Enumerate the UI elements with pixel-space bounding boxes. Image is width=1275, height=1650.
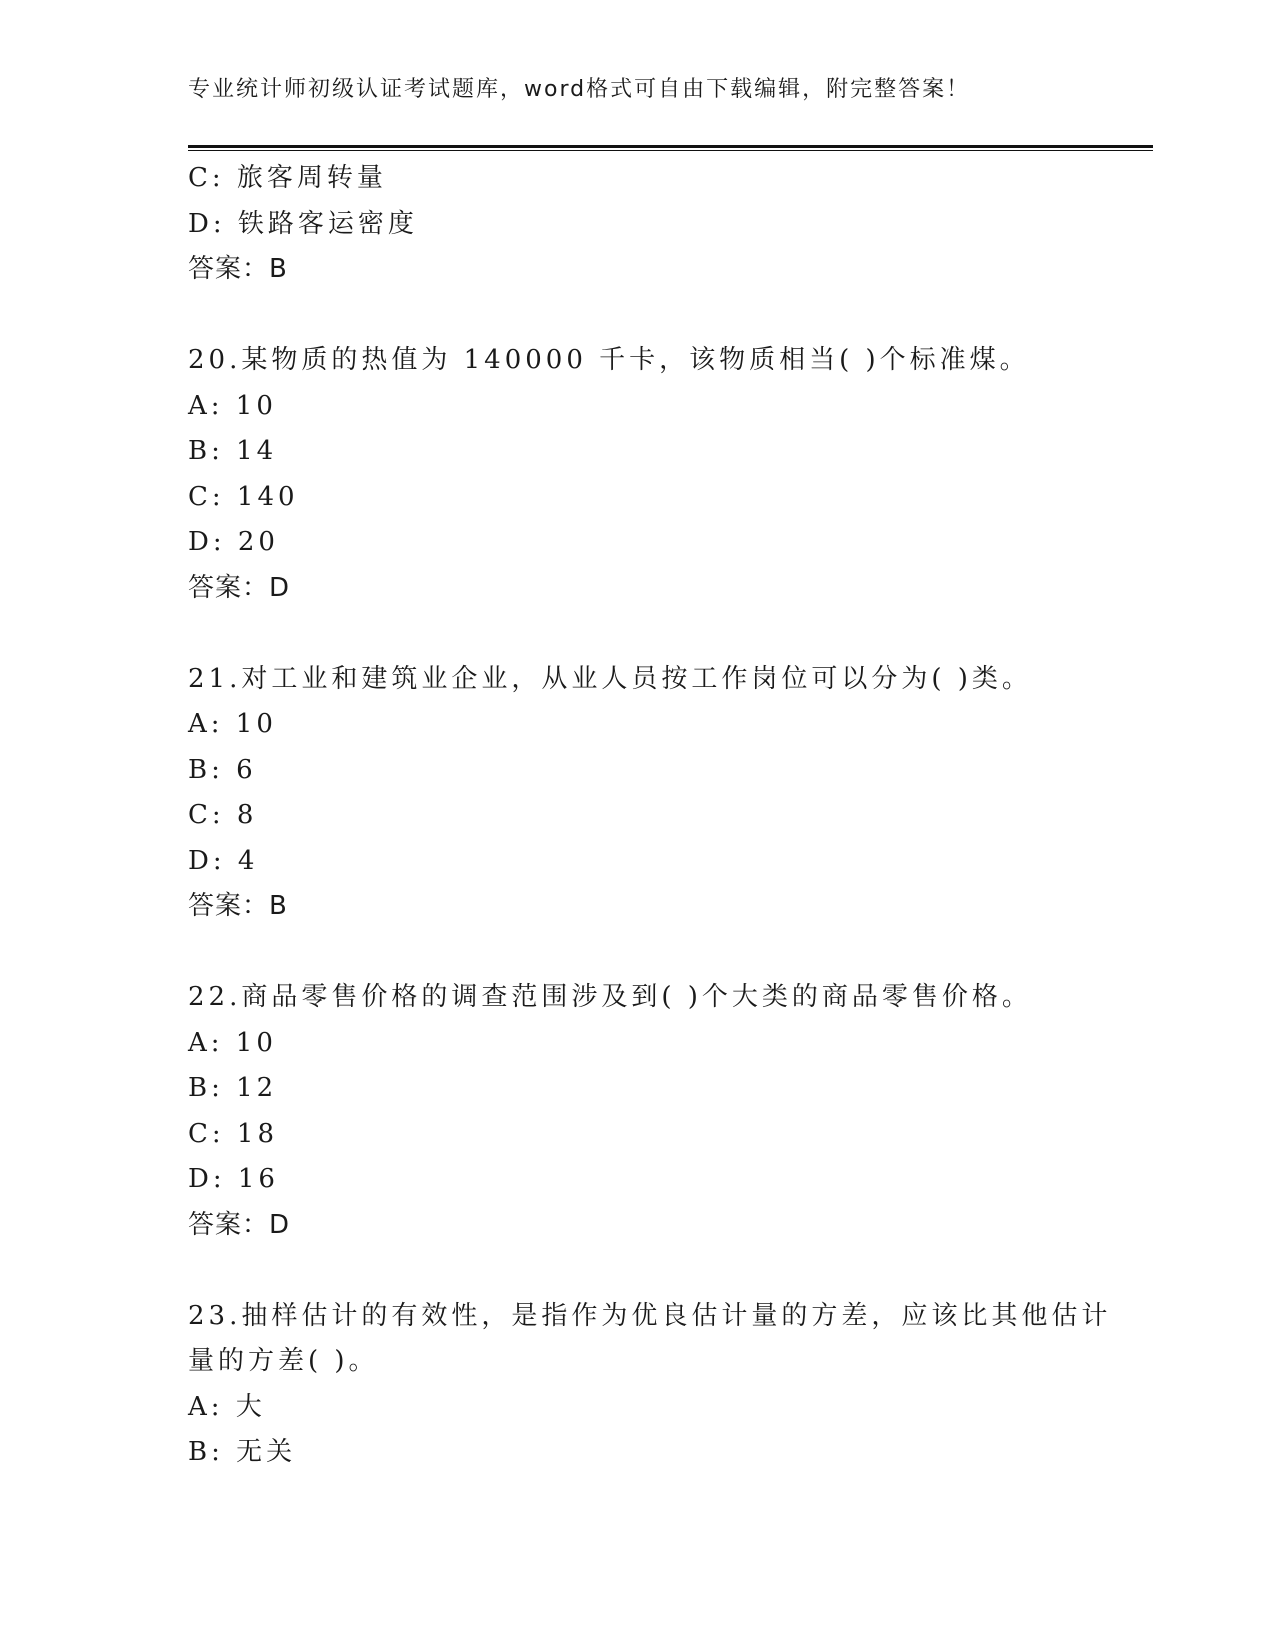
- option-line: C: 旅客周转量: [188, 163, 387, 193]
- option-line: D: 铁路客运密度: [188, 208, 418, 239]
- spacer: [188, 1248, 1153, 1294]
- option-line: C: 18: [188, 1118, 279, 1149]
- question-23: [188, 1294, 1153, 1476]
- option-line: A: 大: [188, 1391, 266, 1422]
- option-line: B: 12: [188, 1073, 278, 1103]
- answer-line: 答案：D: [188, 572, 291, 603]
- question-20: [188, 338, 1153, 611]
- header-rule-thin: [188, 150, 1153, 151]
- option-line: D: 20: [188, 527, 279, 557]
- answer-line: 答案：D: [188, 1209, 291, 1240]
- question-22: [188, 975, 1153, 1248]
- answer-line: 答案：B: [188, 254, 288, 284]
- option-line: B: 6: [188, 754, 257, 785]
- question-text: 23.抽样估计的有效性，是指作为优良估计量的方差，应该比其他估计: [188, 1300, 1112, 1331]
- question-19-continuation: [188, 156, 1153, 293]
- option-line: C: 8: [188, 800, 258, 830]
- option-line: D: 4: [188, 845, 259, 876]
- spacer: [188, 930, 1153, 976]
- document-content: [188, 156, 1153, 1476]
- page-header: 专业统计师初级认证考试题库，word格式可自由下载编辑，附完整答案！: [188, 77, 971, 102]
- option-line: C: 140: [188, 481, 299, 512]
- question-text: 22.商品零售价格的调查范围涉及到( )个大类的商品零售价格。: [188, 982, 1032, 1012]
- question-21: [188, 657, 1153, 930]
- option-line: A: 10: [188, 1027, 277, 1058]
- option-line: A: 10: [188, 390, 277, 421]
- question-text: 20.某物质的热值为 140000 千卡，该物质相当( )个标准煤。: [188, 345, 1030, 375]
- header-rule-thick: [188, 145, 1153, 148]
- answer-line: 答案：B: [188, 891, 288, 921]
- question-text: 21.对工业和建筑业企业，从业人员按工作岗位可以分为( )类。: [188, 663, 1032, 694]
- option-line: B: 14: [188, 436, 278, 466]
- spacer: [188, 293, 1153, 339]
- option-line: A: 10: [188, 709, 277, 739]
- spacer: [188, 611, 1153, 657]
- option-line: D: 16: [188, 1164, 279, 1194]
- option-line: B: 无关: [188, 1437, 297, 1467]
- question-text-continued: 量的方差( )。: [188, 1346, 379, 1376]
